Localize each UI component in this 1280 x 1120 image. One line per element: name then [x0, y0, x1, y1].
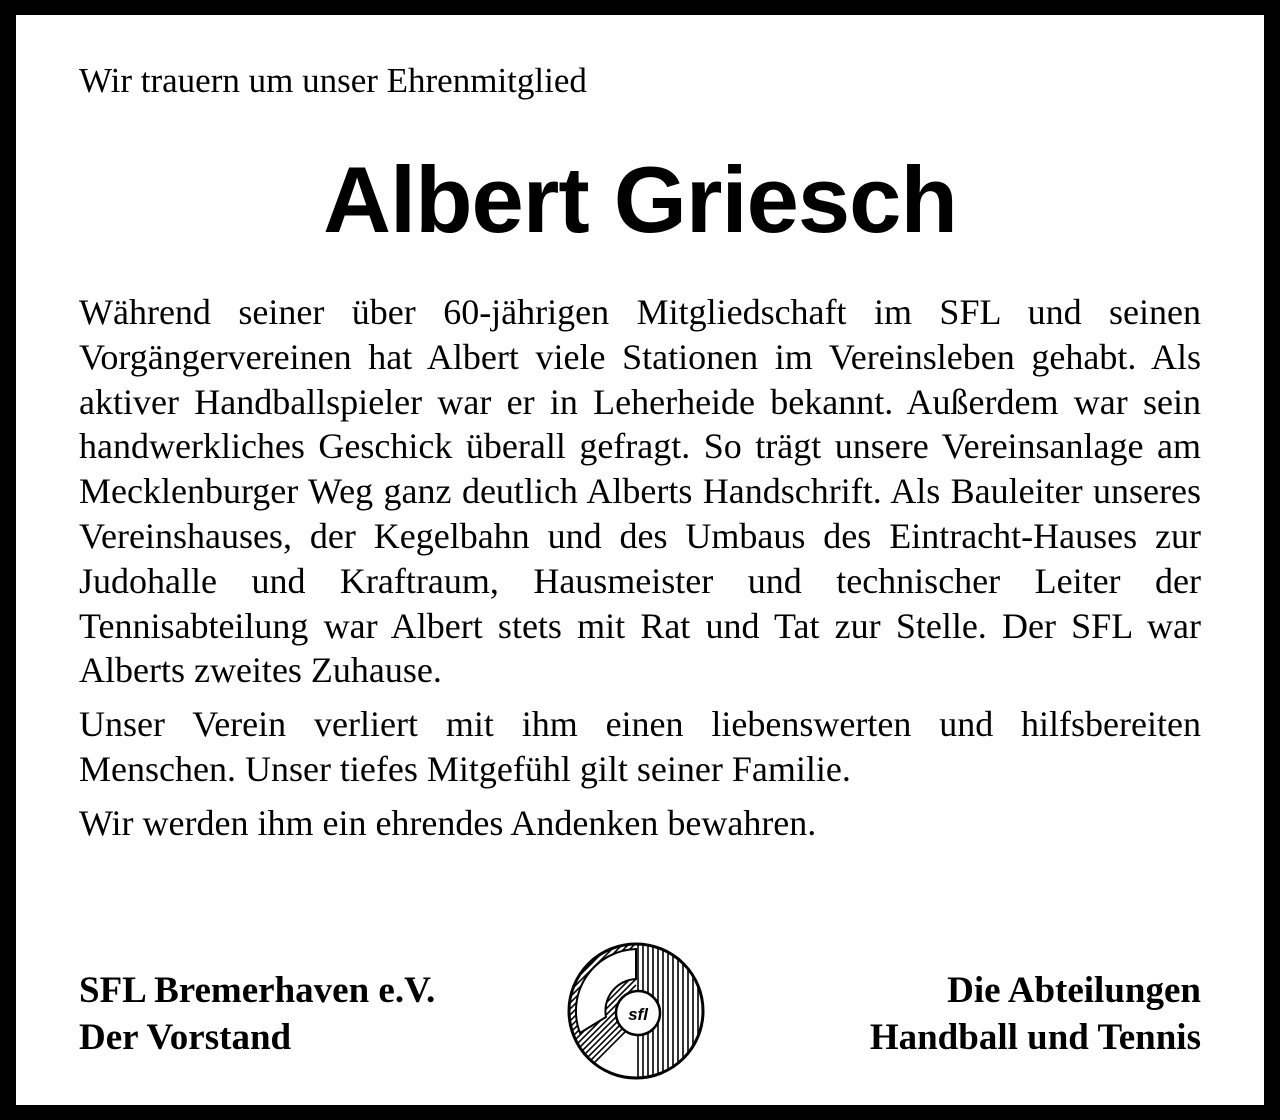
club-name: SFL Bremerhaven e.V. [79, 970, 436, 1011]
logo-text: sfl [628, 1005, 648, 1024]
paragraph-tribute: Während seiner über 60-jährigen Mitgliedschaft im SFL und seinen Vorgängervereinen hat Albert viele Stationen im Vereinsleben gehabt. Als aktiver Handballspieler war er in Leherheide bekannt. Außerdem war sein handwerkliches Geschick überall gefragt. So trägt unsere Vereinsanlage am Mecklenburger Weg ganz deutlich Alberts Handschrift. Als Bauleiter unseres Vereinshauses, der Kegelbahn und des Umbaus des Eintracht-Hauses zur Judohalle und Kraftraum, Hausmeister und technischer Leiter der Tennisabteilung war Albert stets mit Rat und Tat zur Stelle. Der SFL war Alberts zweites Zuhause. [79, 292, 1201, 691]
deceased-name: Albert Griesch [323, 147, 957, 252]
paragraph-remembrance: Wir werden ihm ein ehrendes Andenken bewahren. [79, 802, 817, 843]
paragraph-condolence: Unser Verein verliert mit ihm einen liebenswerten und hilfsbereiten Menschen. Unser tiefes Mitgefühl gilt seiner Familie. [79, 704, 1201, 789]
signature-board [79, 967, 435, 1061]
notice-body [79, 290, 1201, 855]
board-name: Der Vorstand [79, 1017, 292, 1058]
signature-departments [870, 967, 1201, 1061]
intro-line: Wir trauern um unser Ehrenmitglied [79, 61, 587, 100]
club-emblem-icon [566, 941, 706, 1081]
departments-list: Handball und Tennis [869, 1017, 1201, 1058]
obituary-notice [16, 15, 1264, 1105]
departments-title: Die Abteilungen [947, 970, 1201, 1011]
